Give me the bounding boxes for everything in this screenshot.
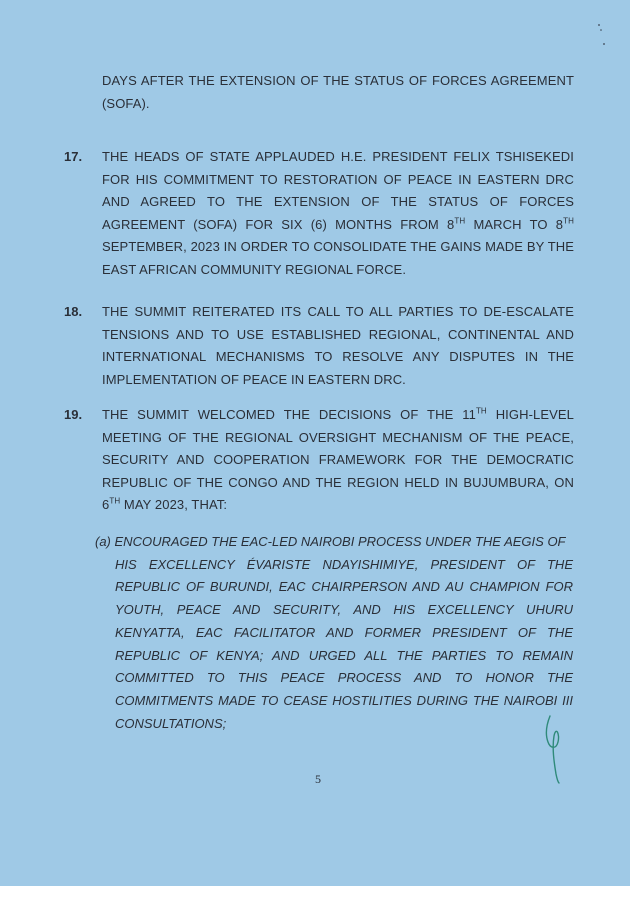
paragraph-17-text-2: MARCH TO 8 <box>465 216 564 232</box>
paragraph-19-text-3: MAY 2023, THAT: <box>120 497 228 512</box>
paragraph-19-text-1: THE SUMMIT WELCOMED THE DECISIONS OF THE 11 <box>102 407 476 422</box>
paragraph-17-text-3: SEPTEMBER, 2023 IN ORDER TO CONSOLIDATE THE GAINS MADE BY THE EAST AFRICAN COMMUNITY REGIONAL FORCE. <box>102 239 574 277</box>
paragraph-17-sup-2: TH <box>563 216 574 226</box>
subparagraph-a <box>95 531 573 735</box>
subparagraph-a-label: (a) <box>95 534 111 549</box>
paragraph-19-sup-1: TH <box>475 406 487 416</box>
paragraph-18-number: 18. <box>64 304 83 319</box>
paragraph-17-text-1: THE HEADS OF STATE APPLAUDED H.E. PRESIDENT FELIX TSHISEKEDI FOR HIS COMMITMENT TO RESTORATION OF PEACE IN EASTERN DRC AND AGREED TO THE EXTENSION OF THE STATUS OF FORCES AGREEMENT (SOFA) FOR SIX (6) MONTHS FROM 8 <box>102 149 574 232</box>
paragraph-19-sup-2: TH <box>109 496 121 506</box>
paragraph-18: THE SUMMIT REITERATED ITS CALL TO ALL PARTIES TO DE-ESCALATE TENSIONS AND TO USE ESTABLISHED REGIONAL, CONTINENTAL AND INTERNATIONAL MECHANISMS TO RESOLVE ANY DISPUTES IN THE IMPLEMENTATION OF PEACE IN EASTERN DRC. <box>102 304 574 387</box>
paragraph-17-sup-1: TH <box>454 216 466 226</box>
page-number: 5 <box>315 772 321 786</box>
paragraph-19-text-2: HIGH-LEVEL MEETING OF THE REGIONAL OVERSIGHT MECHANISM OF THE PEACE, SECURITY AND COOPERATION FRAMEWORK FOR THE DEMOCRATIC REPUBLIC OF THE CONGO AND THE REGION HELD IN BUJUMBURA, ON 6 <box>102 407 574 512</box>
paragraph-17 <box>102 146 574 281</box>
paragraph-19-number: 19. <box>64 407 83 422</box>
paragraph-19 <box>102 404 574 517</box>
continuation-paragraph: DAYS AFTER THE EXTENSION OF THE STATUS OF FORCES AGREEMENT (SOFA). <box>102 73 574 111</box>
paragraph-17-number: 17. <box>64 149 83 164</box>
subparagraph-a-lead: ENCOURAGED THE EAC-LED NAIROBI PROCESS UNDER THE AEGIS OF <box>114 534 566 549</box>
subparagraph-a-body: HIS EXCELLENCY ÉVARISTE NDAYISHIMIYE, PRESIDENT OF THE REPUBLIC OF BURUNDI, EAC CHAIRPERSON AND AU CHAMPION FOR YOUTH, PEACE AND SECURITY, AND HIS EXCELLENCY UHURU KENYATTA, EAC FACILITATOR AND FORMER PRESIDENT OF THE REPUBLIC OF KENYA; AND URGED ALL THE PARTIES TO REMAIN COMMITTED TO THIS PEACE PROCESS AND TO HONOR THE COMMITMENTS MADE TO CEASE HOSTILITIES DURING THE NAIROBI III CONSULTATIONS; <box>115 556 573 731</box>
scan-speck-icon <box>596 22 608 48</box>
subparagraph-a-first-line <box>95 531 573 554</box>
